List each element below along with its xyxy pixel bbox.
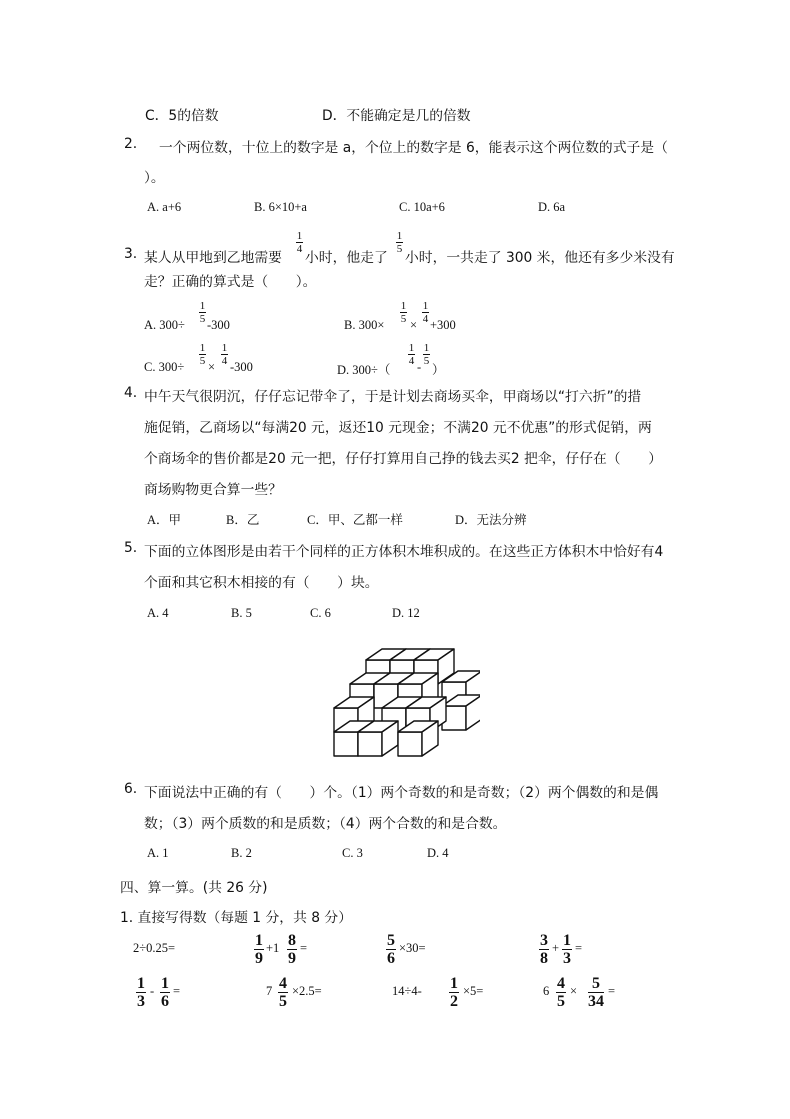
cube-front-face [358,732,382,756]
q4-option-b: B．乙 [226,513,260,527]
calc-expr-4-operator: + [552,941,560,955]
calc-expr-5-denominator1: 3 [137,993,145,1010]
q3-option-b-numerator1: 1 [400,300,407,312]
q3-stem-line2: 走？正确的算式是（ ）。 [144,274,317,290]
q3-option-d-numerator2: 1 [423,342,430,354]
q3-fraction2-numerator: 1 [396,230,403,242]
calc-expr-4-denominator1: 8 [540,950,548,967]
calc-expr-6-rest: ×2.5= [292,984,322,998]
q3-fraction1-denominator: 4 [296,243,303,255]
calc-expr-4-fraction2 [562,932,572,967]
q3-option-d-numerator1: 1 [408,342,415,354]
calc-expr-3-rest: ×30= [399,941,426,955]
calc-expr-6-fraction [278,975,288,1010]
q6-number: 6. [124,781,138,797]
calc-expr-8-denominator2: 34 [588,993,604,1010]
q3-option-c-denominator1: 5 [199,355,206,367]
q4-stem-line1: 中午天气很阴沉，仔仔忘记带伞了，于是计划去商场买伞，甲商场以“打六折”的措 [144,389,642,405]
q5-number: 5. [124,540,138,556]
cube-stack-figure [330,634,480,760]
calc-expr-5-equals: = [173,984,181,998]
calc-expr-5-fraction1 [136,975,146,1010]
calc-expr-7-fraction [449,975,459,1010]
calc-expr-2-numerator2: 8 [288,932,296,949]
calc-expr-7-prefix: 14÷4- [392,984,422,998]
q6-option-b: B. 2 [231,846,252,860]
calc-expr-4-numerator2: 1 [563,932,571,949]
calc-expr-2-denominator1: 9 [255,950,263,967]
q3-option-b-suffix: +300 [430,318,456,332]
q3-option-c-suffix: -300 [230,360,253,374]
calc-expr-3-numerator: 5 [387,932,395,949]
calc-expr-2-operator: +1 [266,941,280,955]
q3-option-d-fraction1 [408,342,415,367]
q4-stem-line3: 个商场伞的售价都是20 元一把，仔仔打算用自己挣的钱去买2 把伞，仔仔在（ ） [144,451,662,467]
calc-expr-3-fraction [386,932,396,967]
q3-fraction-one-fifth [396,230,403,255]
calc-expr-5-operator: - [150,984,155,998]
q2-option-a: A. a+6 [147,200,182,214]
q5-option-b: B. 5 [231,606,252,620]
q3-option-b-numerator2: 1 [422,300,429,312]
q3-option-b-operator: × [410,318,418,332]
calc-expr-7-denominator: 2 [450,993,458,1010]
q3-option-a-numerator: 1 [199,300,206,312]
calc-expr-8-whole: 6 [543,984,550,998]
q3-stem-part2: 小时，他走了 [305,250,388,266]
q6-option-a: A. 1 [147,846,169,860]
q3-option-b-fraction1 [400,300,407,325]
q4-stem-line4: 商场购物更合算一些？ [144,482,282,498]
q3-fraction1-numerator: 1 [296,230,303,242]
calc-expr-7-rest: ×5= [463,984,484,998]
q6-option-c: C. 3 [342,846,363,860]
q3-option-d-denominator2: 5 [423,355,430,367]
q3-stem-part3: 小时，一共走了 300 米，他还有多少米没有 [405,250,675,266]
calc-expr-6-denominator: 5 [279,993,287,1010]
calc-expr-8-denominator1: 5 [557,993,565,1010]
calc-expr-5-denominator2: 6 [161,993,169,1010]
q3-option-a-prefix: A. 300÷ [144,318,185,332]
calc-expr-4-denominator2: 3 [563,950,571,967]
q6-option-d: D. 4 [427,846,449,860]
q4-number: 4. [124,385,138,401]
calc-expr-4-equals: = [575,941,583,955]
q3-option-c-denominator2: 4 [221,355,228,367]
q3-option-b-prefix: B. 300× [344,318,385,332]
q3-option-c-numerator1: 1 [199,342,206,354]
q5-option-d: D. 12 [392,606,420,620]
calc-expr-5-fraction2 [160,975,170,1010]
calc-expr-2-fraction1 [254,932,264,967]
q3-option-d-suffix: ） [432,363,445,377]
calc-expr-6-numerator: 4 [279,975,287,992]
q3-fraction2-denominator: 5 [396,243,403,255]
q3-option-b-denominator1: 5 [400,313,407,325]
q2-stem-line2: ）。 [144,170,165,186]
q3-number: 3. [124,246,138,262]
calc-expr-4-fraction1 [539,932,549,967]
q3-option-c-prefix: C. 300÷ [144,360,185,374]
q5-option-c: C. 6 [310,606,331,620]
calc-expr-5-numerator1: 1 [137,975,145,992]
q3-option-d-fraction2 [423,342,430,367]
q3-option-b-fraction2 [422,300,429,325]
q5-stem-line1: 下面的立体图形是由若干个同样的正方体积木堆积成的。在这些正方体积木中恰好有4 [144,544,664,560]
cube-front-face [398,732,422,756]
q6-stem-line2: 数；（3）两个质数的和是质数；（4）两个合数的和是合数。 [144,816,507,832]
q3-option-a-suffix: -300 [207,318,230,332]
q2-option-b: B. 6×10+a [254,200,307,214]
calc-expr-2-denominator2: 9 [288,950,296,967]
calc-expr-2-equals: = [300,941,308,955]
q5-option-a: A. 4 [147,606,169,620]
q1-option-d: D．不能确定是几的倍数 [322,108,471,124]
cube-front-face [334,732,358,756]
q3-stem-part1: 某人从甲地到乙地需要 [144,250,282,266]
q3-option-d-operator: - [417,360,422,374]
q2-number: 2. [124,136,138,152]
q2-stem-line1: 一个两位数，十位上的数字是 a，个位上的数字是 6，能表示这个两位数的式子是（ [159,140,668,156]
calc1-title: 1. 直接写得数（每题 1 分，共 8 分） [120,910,353,926]
calc-expr-6-whole: 7 [266,984,273,998]
q3-option-d-prefix: D. 300÷（ [337,363,391,377]
q2-option-c: C. 10a+6 [399,200,445,214]
calc-expr-8-fraction1 [556,975,566,1010]
q3-fraction-one-quarter [296,230,303,255]
q3-option-a-fraction [199,300,206,325]
q3-option-c-fraction2 [221,342,228,367]
q3-option-a-denominator: 5 [199,313,206,325]
q4-option-d: D．无法分辨 [455,513,527,527]
calc-expr-2-numerator1: 1 [255,932,263,949]
q4-option-a: A．甲 [147,513,182,527]
calc-expr-8-numerator2: 5 [592,975,600,992]
calc-expr-7-numerator: 1 [450,975,458,992]
section-4-title: 四、算一算。(共 26 分) [120,880,268,896]
q4-option-c: C．甲、乙都一样 [307,513,403,527]
q5-stem-line2: 个面和其它积木相接的有（ ）块。 [144,575,379,591]
q4-stem-line2: 施促销，乙商场以“每满20 元，返还10 元现金；不满20 元不优惠”的形式促销，两 [144,420,652,436]
q3-option-c-fraction1 [199,342,206,367]
calc-expr-2-fraction2 [287,932,297,967]
q3-option-b-denominator2: 4 [422,313,429,325]
q3-option-c-operator: × [208,360,216,374]
calc-expr-5-numerator2: 1 [161,975,169,992]
q3-option-c-numerator2: 1 [221,342,228,354]
q3-option-d-denominator1: 4 [408,355,415,367]
calc-expr-8-fraction2 [588,975,604,1010]
q1-option-c: C．5的倍数 [145,108,219,124]
calc-expr-3-denominator: 6 [387,950,395,967]
calc-expr-1: 2÷0.25= [133,941,176,955]
calc-expr-8-operator: × [570,984,578,998]
q2-option-d: D. 6a [538,200,566,214]
calc-expr-4-numerator1: 3 [540,932,548,949]
calc-expr-8-numerator1: 4 [557,975,565,992]
calc-expr-8-equals: = [608,984,616,998]
q6-stem-line1: 下面说法中正确的有（ ）个。（1）两个奇数的和是奇数；（2）两个偶数的和是偶 [144,785,659,801]
